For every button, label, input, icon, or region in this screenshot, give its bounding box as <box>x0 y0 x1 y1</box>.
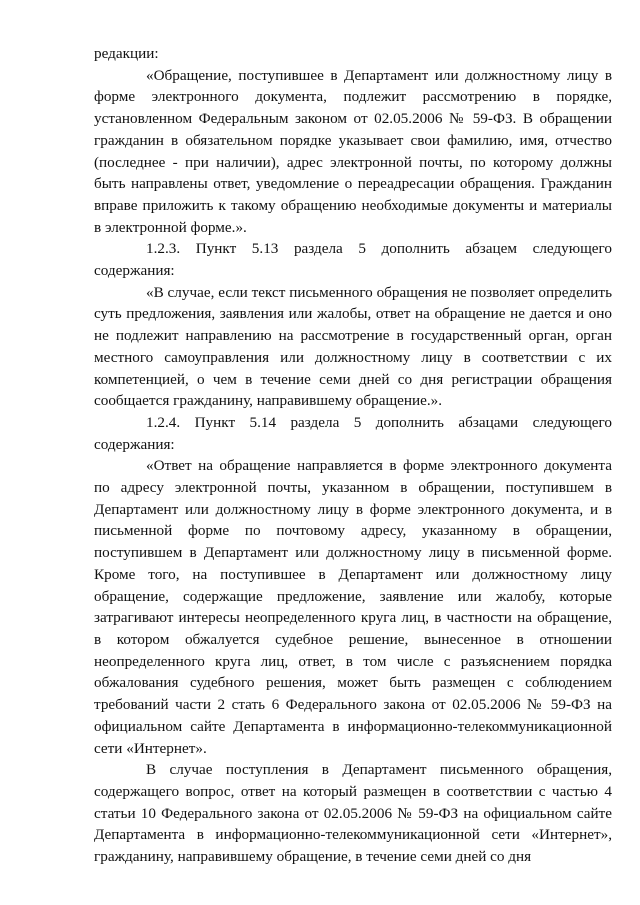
paragraph-continuation: редакции: <box>94 45 159 62</box>
paragraph-item-1-2-4: 1.2.4. Пункт 5.14 раздела 5 дополнить абзацами следующего содержания: <box>94 413 612 453</box>
paragraph-quoted-written-appeal: «В случае, если текст письменного обращения не позволяет определить суть предложения, заявления или жалобы, ответ на обращение не дается и оно не подлежит направлению на рассмотрение в государственный орган, орган местного самоуправления или должностному лицу в соответствии с их компетенцией, о чем в течение семи дней со дня регистрации обращения сообщается гражданину, направившему обращение.». <box>94 283 612 410</box>
paragraph-written-appeal-receipt: В случае поступления в Департамент письменного обращения, содержащего вопрос, ответ на который размещен в соответствии с частью 4 статьи 10 Федерального закона от 02.05.2006 № 59-ФЗ на официальном сайте Департамента в информационно-телекоммуникационной сети «Интернет», гражданину, направившему обращение, в течение семи дней со дня <box>94 761 612 866</box>
paragraph-item-1-2-3: 1.2.3. Пункт 5.13 раздела 5 дополнить абзацем следующего содержания: <box>94 240 612 280</box>
paragraph-quoted-electronic-appeal: «Обращение, поступившее в Департамент или должностному лицу в форме электронного документа, подлежит рассмотрению в порядке, установленном Федеральным законом от 02.05.2006 № 59-ФЗ. В обращении гражданин в обязательном порядке указывает свои фамилию, имя, отчество (последнее - при наличии), адрес электронной почты, по которому должны быть направлены ответ, уведомление о переадресации обращения. Гражданин вправе приложить к такому обращению необходимые документы и материалы в электронной форме.». <box>94 66 612 236</box>
document-body <box>94 43 612 868</box>
paragraph-quoted-response: «Ответ на обращение направляется в форме электронного документа по адресу электронной почты, указанном в обращении, поступившем в Департамент или должностному лицу в форме электронного документа, и в письменной форме по почтовому адресу, указанному в обращении, поступившем в Департамент или должностному лицу в письменной форме. Кроме того, на поступившее в Департамент или должностному лицу обращение, содержащие предложение, заявление или жалобу, которые затрагивают интересы неопределенного круга лиц, в частности на обращение, в котором обжалуется судебное решение, вынесенное в отношении неопределенного круга лиц, ответ, в том числе с разъяснением порядка обжалования судебного решения, может быть размещен с соблюдением требований части 2 стать 6 Федерального закона от 02.05.2006 № 59-ФЗ на официальном сайте Департамента в информационно-телекоммуникационной сети «Интернет». <box>94 457 612 757</box>
